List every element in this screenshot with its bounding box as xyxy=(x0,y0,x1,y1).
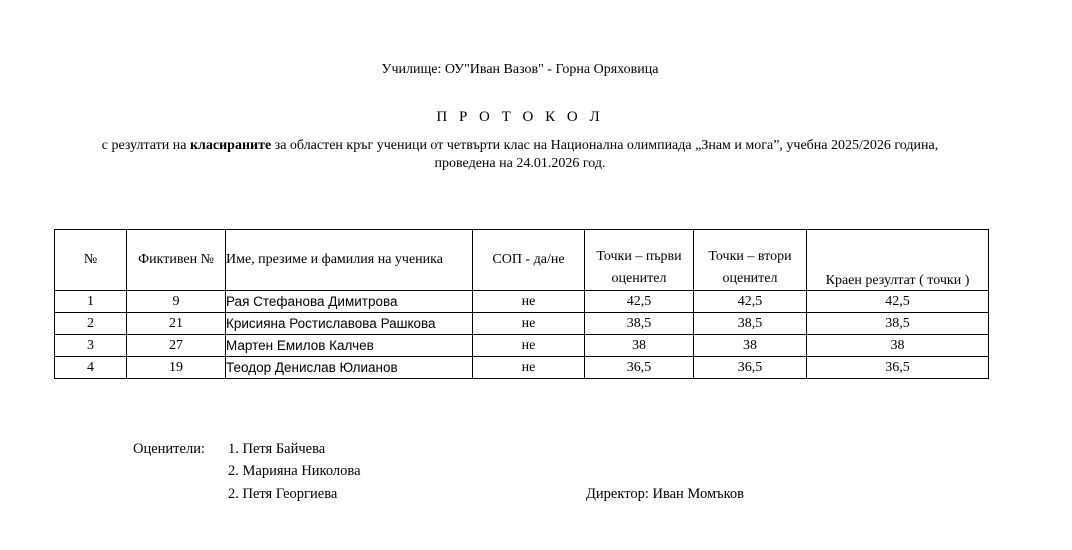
cell-final-result: 36,5 xyxy=(807,357,989,379)
cell-number: 2 xyxy=(55,313,127,335)
table-row xyxy=(55,291,989,313)
header-student-name: Име, презиме и фамилия на ученика xyxy=(226,230,473,291)
cell-sop: не xyxy=(473,335,585,357)
cell-final-result: 38,5 xyxy=(807,313,989,335)
table-row xyxy=(55,313,989,335)
cell-sop: не xyxy=(473,313,585,335)
cell-number: 3 xyxy=(55,335,127,357)
evaluator-3: 2. Петя Георгиева xyxy=(228,486,338,502)
cell-student-name: Крисияна Ростиславова Рашкова xyxy=(226,313,473,335)
evaluator-2: 2. Марияна Николова xyxy=(228,463,361,479)
table-header-row xyxy=(55,230,989,291)
cell-second-evaluator: 38 xyxy=(694,335,807,357)
document-title: П Р О Т О К О Л xyxy=(436,109,604,125)
cell-final-result: 42,5 xyxy=(807,291,989,313)
cell-final-result: 38 xyxy=(807,335,989,357)
cell-first-evaluator: 38 xyxy=(585,335,694,357)
results-table xyxy=(54,229,989,379)
header-sop: СОП - да/не xyxy=(473,230,585,291)
director-signature: Директор: Иван Момъков xyxy=(586,486,745,502)
cell-fictive-number: 21 xyxy=(127,313,226,335)
cell-student-name: Теодор Денислав Юлианов xyxy=(226,357,473,379)
cell-student-name: Мартен Емилов Калчев xyxy=(226,335,473,357)
cell-first-evaluator: 38,5 xyxy=(585,313,694,335)
cell-sop: не xyxy=(473,357,585,379)
cell-student-name: Рая Стефанова Димитрова xyxy=(226,291,473,313)
cell-number: 4 xyxy=(55,357,127,379)
evaluators-label: Оценители: xyxy=(133,441,205,457)
protocol-description xyxy=(55,137,985,173)
table-row xyxy=(55,335,989,357)
description-bold: класираните xyxy=(189,138,272,153)
header-final-result: Краен резултат ( точки ) xyxy=(807,230,989,291)
cell-fictive-number: 27 xyxy=(127,335,226,357)
cell-number: 1 xyxy=(55,291,127,313)
header-number: № xyxy=(55,230,127,291)
cell-first-evaluator: 36,5 xyxy=(585,357,694,379)
cell-first-evaluator: 42,5 xyxy=(585,291,694,313)
school-line: Училище: ОУ"Иван Вазов" - Горна Оряховица xyxy=(381,62,659,77)
cell-second-evaluator: 38,5 xyxy=(694,313,807,335)
description-part2: за областен кръг ученици от четвърти клас на Национална олимпиада „Знам и мога”, учебна 2025/2026 година, xyxy=(271,138,939,153)
cell-second-evaluator: 42,5 xyxy=(694,291,807,313)
description-date: проведена на 24.01.2026 год. xyxy=(434,156,606,171)
header-first-evaluator: Точки – първи оценител xyxy=(585,230,694,291)
header-second-evaluator: Точки – втори оценител xyxy=(694,230,807,291)
evaluator-1: 1. Петя Байчева xyxy=(228,441,326,457)
table-row xyxy=(55,357,989,379)
header-fictive-number: Фиктивен № xyxy=(127,230,226,291)
cell-fictive-number: 9 xyxy=(127,291,226,313)
cell-sop: не xyxy=(473,291,585,313)
description-part1: с резултати на xyxy=(101,138,190,153)
cell-fictive-number: 19 xyxy=(127,357,226,379)
cell-second-evaluator: 36,5 xyxy=(694,357,807,379)
